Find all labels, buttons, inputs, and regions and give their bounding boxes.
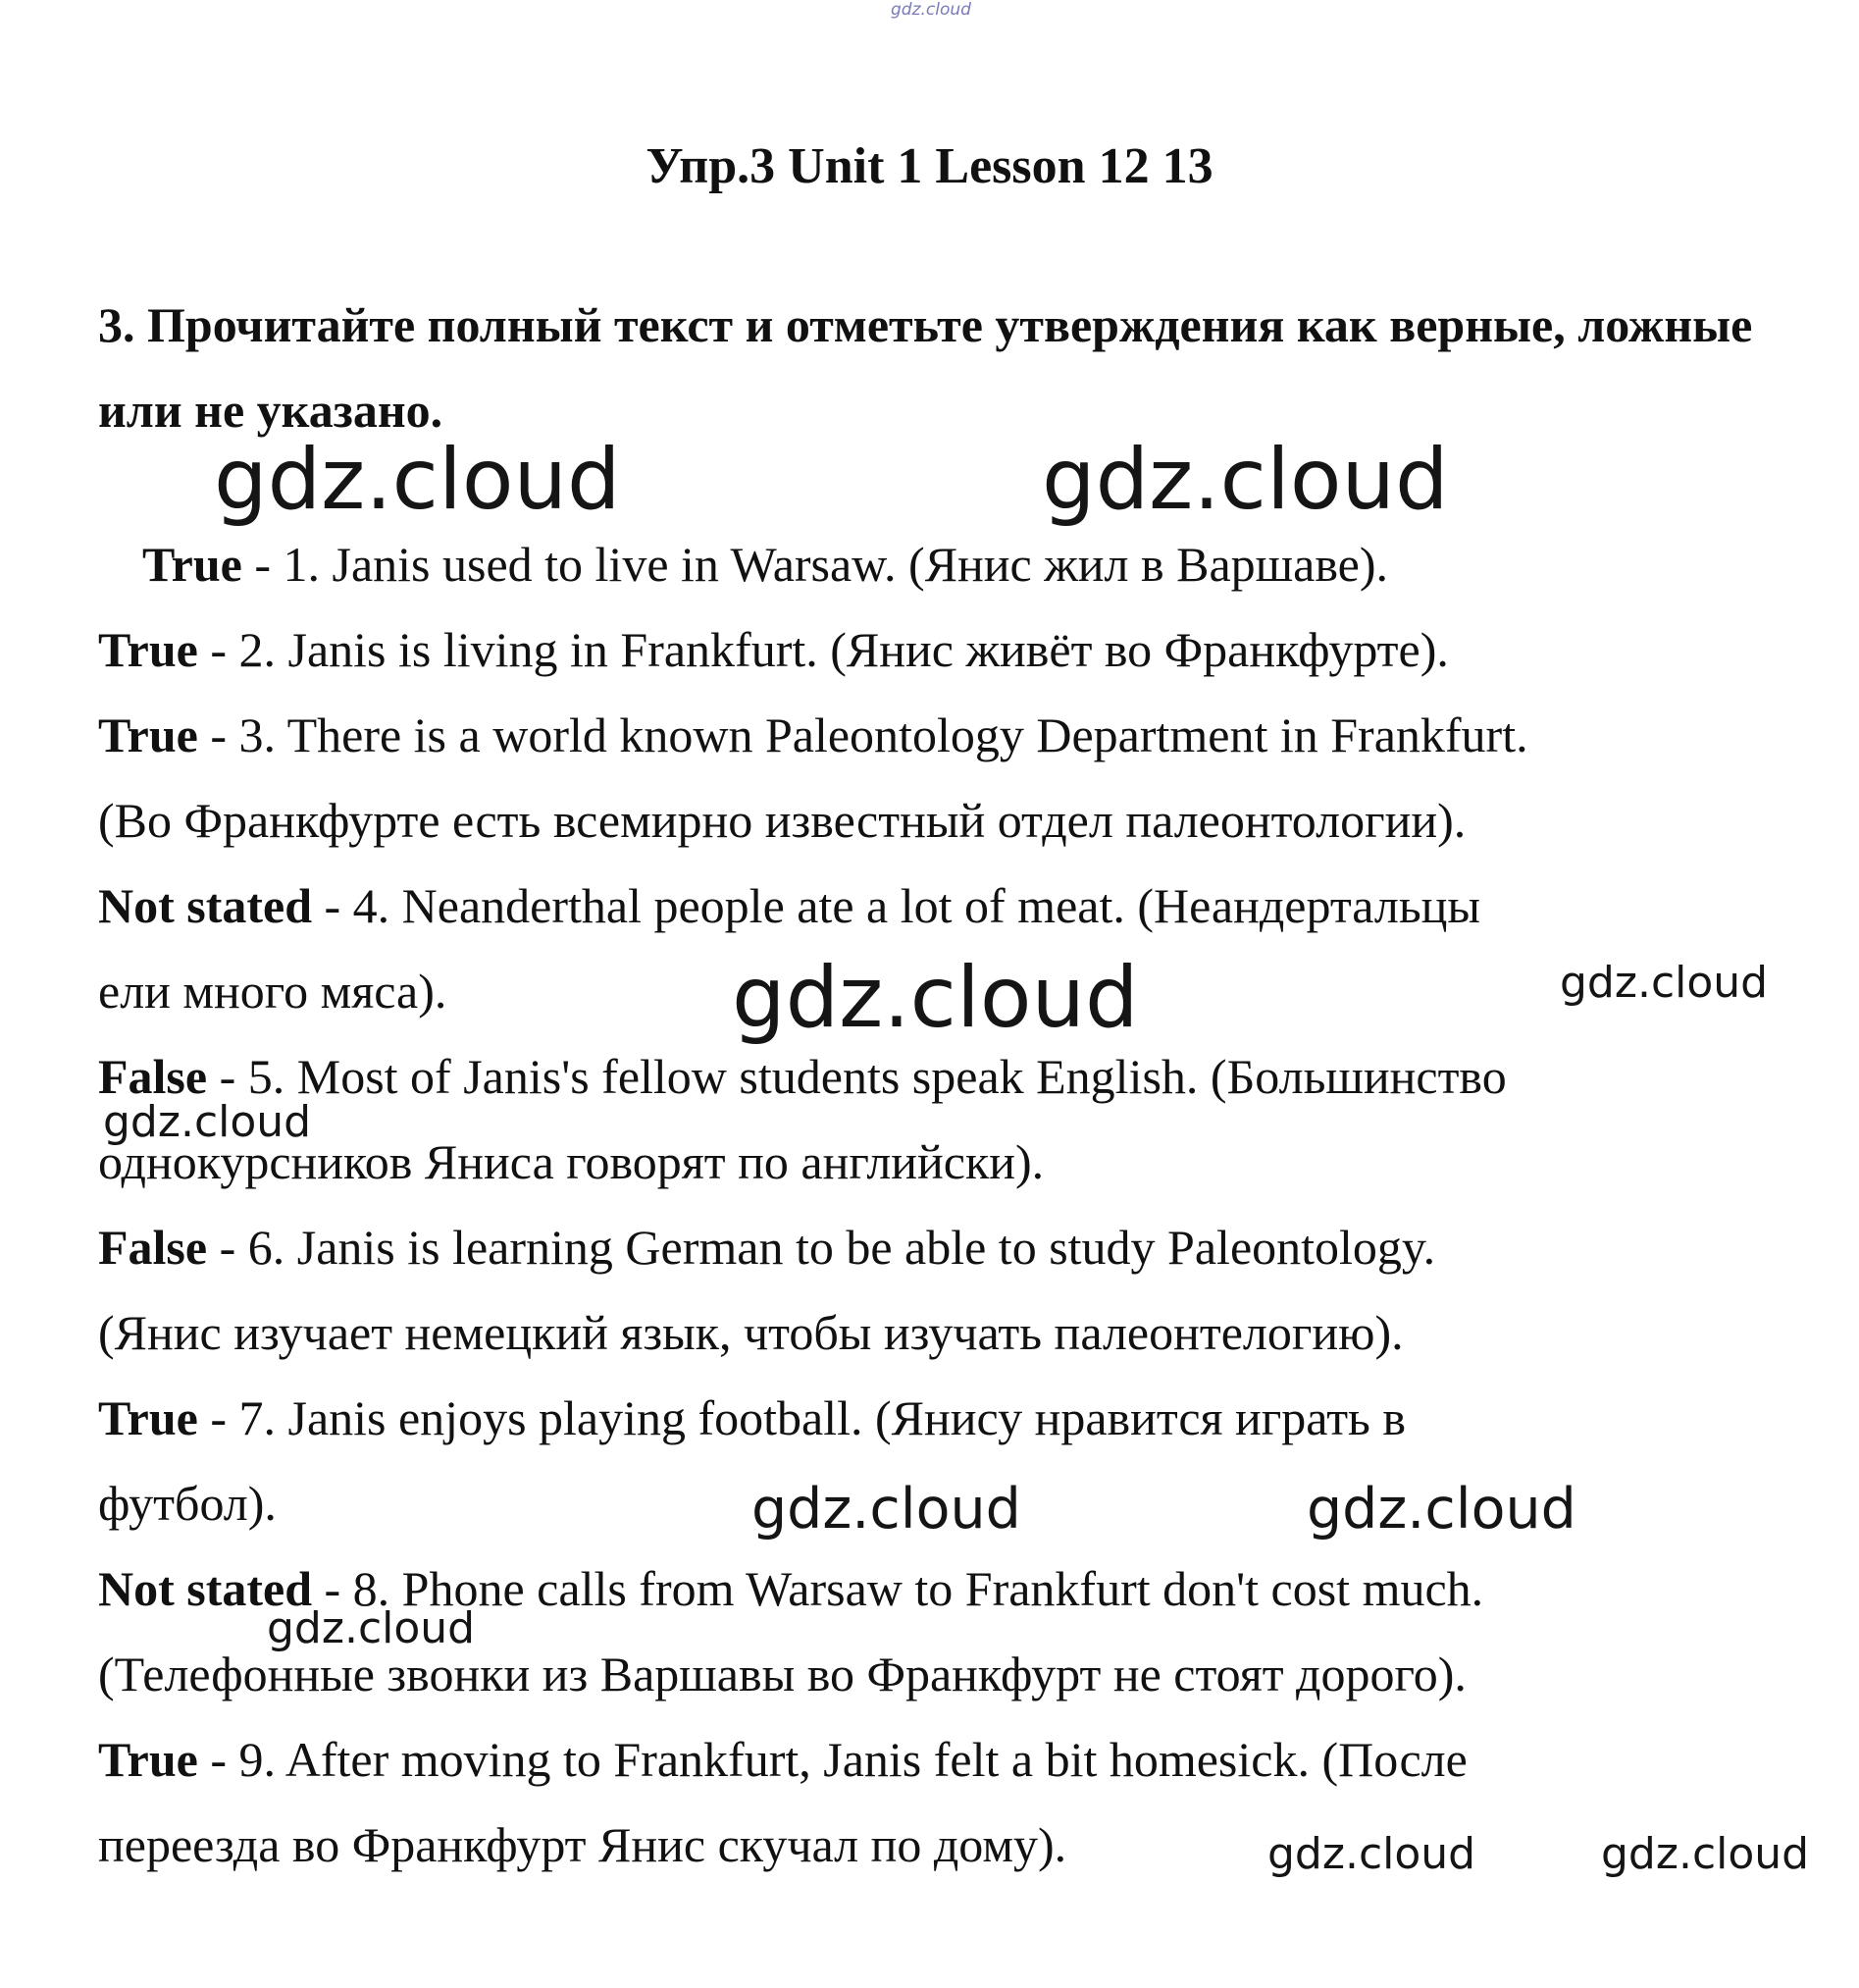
- watermark: gdz.cloud: [103, 1097, 312, 1147]
- answer-8-text: - 8. Phone calls from Warsaw to Frankfurt don't cost much.: [312, 1561, 1484, 1616]
- exercise-instruction: 3. Прочитайте полный текст и отметьте утверждения как верные, ложные или не указано.: [98, 297, 1753, 438]
- watermark: gdz.cloud: [751, 1477, 1021, 1542]
- answer-1-line-1: [142, 530, 1388, 599]
- answer-5-text: - 5. Most of Janis's fellow students speak English. (Большинство: [207, 1049, 1507, 1104]
- answer-4-line-2: ели много мяса).: [98, 964, 447, 1019]
- answer-5-line-2: однокурсников Яниса говорят по английски).: [98, 1134, 1045, 1189]
- answer-3-line-1: [98, 701, 1528, 769]
- answer-4-line-1: [98, 871, 1480, 940]
- watermark: gdz.cloud: [1560, 958, 1769, 1008]
- answer-6-line-2: (Янис изучает немецкий язык, чтобы изучать палеонтелогию).: [98, 1305, 1404, 1360]
- answer-2-text: - 2. Janis is living in Frankfurt. (Янис живёт во Франкфурте).: [197, 622, 1449, 677]
- answer-9-text: - 9. After moving to Frankfurt, Janis felt a bit homesick. (После: [197, 1732, 1468, 1787]
- answer-3-text: - 3. There is a world known Paleontology Department in Frankfurt.: [197, 707, 1528, 762]
- answer-7-label: True: [98, 1390, 198, 1445]
- answer-9-label: True: [98, 1732, 198, 1787]
- answer-6-text: - 6. Janis is learning German to be able to study Paleontology.: [207, 1220, 1436, 1275]
- page-title: Упр.3 Unit 1 Lesson 12 13: [645, 138, 1214, 194]
- answer-4-label: Not stated: [98, 878, 313, 933]
- watermark: gdz.cloud: [1042, 431, 1449, 529]
- answer-8-line-1: [98, 1554, 1483, 1623]
- answer-4-text: - 4. Neanderthal people ate a lot of meat. (Неандертальцы: [312, 878, 1481, 933]
- answer-1-text: - 1. Janis used to live in Warsaw. (Янис жил в Варшаве).: [241, 537, 1389, 592]
- answer-1-label: True: [142, 537, 242, 592]
- watermark: gdz.cloud: [267, 1603, 476, 1653]
- answer-5-label: False: [98, 1049, 208, 1104]
- answer-7-line-2: футбол).: [98, 1476, 277, 1531]
- watermark-top: gdz.cloud: [891, 0, 971, 20]
- answer-5-line-1: [98, 1042, 1507, 1111]
- watermark: gdz.cloud: [1307, 1477, 1576, 1542]
- watermark: gdz.cloud: [1601, 1829, 1810, 1879]
- answer-3-label: True: [98, 707, 198, 762]
- watermark: gdz.cloud: [1267, 1829, 1476, 1879]
- answer-8-label: Not stated: [98, 1561, 313, 1616]
- answer-9-line-2: переезда во Франкфурт Янис скучал по дому).: [98, 1817, 1067, 1872]
- answer-6-label: False: [98, 1220, 208, 1275]
- answer-7-line-1: [98, 1384, 1406, 1452]
- watermark: gdz.cloud: [214, 431, 621, 529]
- answer-7-text: - 7. Janis enjoys playing football. (Янису нравится играть в: [197, 1390, 1406, 1445]
- answer-6-line-1: [98, 1213, 1435, 1282]
- answer-3-line-2: (Во Франкфурте есть всемирно известный отдел палеонтологии).: [98, 793, 1467, 848]
- watermark: gdz.cloud: [732, 949, 1139, 1047]
- answer-2-line-1: [98, 615, 1449, 684]
- answer-9-line-1: [98, 1725, 1468, 1794]
- answer-8-line-2: (Телефонные звонки из Варшавы во Франкфурт не стоят дорого).: [98, 1647, 1467, 1701]
- answer-2-label: True: [98, 622, 198, 677]
